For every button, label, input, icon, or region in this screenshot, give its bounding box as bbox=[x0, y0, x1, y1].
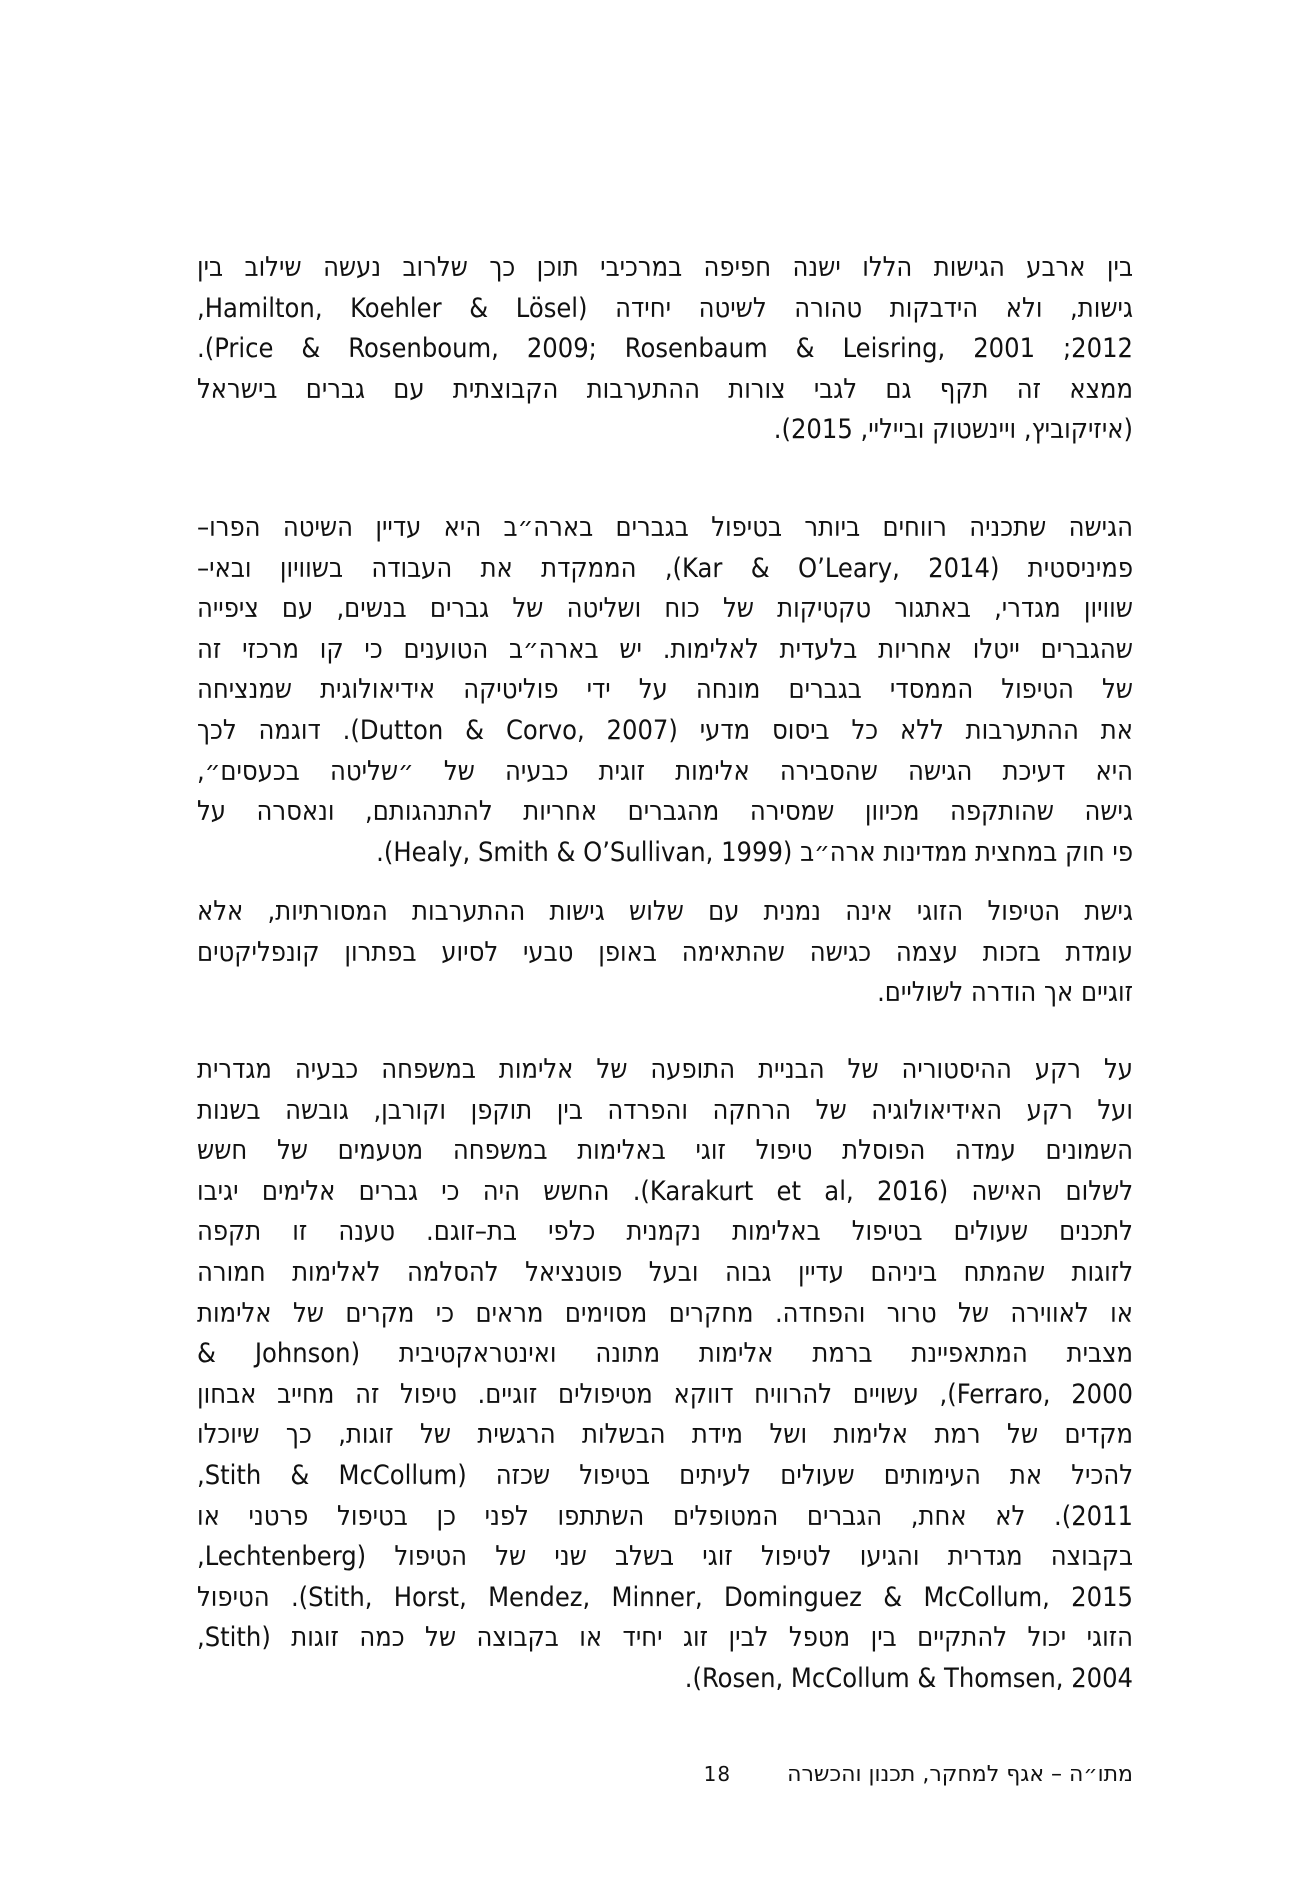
text-line: גישת הטיפול הזוגי אינה נמנית עם שלוש גישות ההתערבות המסורתיות, אלא bbox=[197, 896, 1133, 927]
text-line: גישות, ולא הידבקות טהורה לשיטה יחידה (Hamilton, Koehler & Lösel, bbox=[197, 292, 1133, 324]
footer-publisher: מתו״ה – אגף למחקר, תכנון והכשרה bbox=[787, 1762, 1133, 1787]
text-line: פי חוק במחצית ממדינות ארה״ב (Healy, Smith & O’Sullivan, 1999). bbox=[376, 836, 1133, 868]
text-line: עומדת בזכות עצמה כגישה שהתאימה באופן טבעי לסיוע בפתרון קונפליקטים bbox=[197, 936, 1133, 968]
paragraph-4 bbox=[197, 1050, 1133, 1700]
text-line: Rosen, McCollum & Thomsen, 2004). bbox=[684, 1662, 1133, 1694]
text-line: 2012; Price & Rosenboum, 2009; Rosenbaum & Leisring, 2001). bbox=[197, 333, 1133, 365]
paragraph-1 bbox=[197, 248, 1133, 451]
text-line: השמונים עמדה הפוסלת טיפול זוגי באלימות במשפחה מטעמים של חשש bbox=[197, 1135, 1133, 1167]
page-footer bbox=[704, 1762, 1133, 1787]
paragraph-2 bbox=[197, 508, 1133, 873]
text-line: את ההתערבות ללא כל ביסוס מדעי (Dutton & Corvo, 2007). דוגמה לכך bbox=[197, 714, 1133, 746]
text-line: בין ארבע הגישות הללו ישנה חפיפה במרכיבי תוכן כך שלרוב נעשה שילוב בין bbox=[197, 252, 1133, 283]
text-line: של הטיפול הממסדי בגברים מונחה על ידי פוליטיקה אידיאולוגית שמנציחה bbox=[197, 674, 1133, 706]
text-line: ממצא זה תקף גם לגבי צורות ההתערבות הקבוצתית עם גברים בישראל bbox=[197, 373, 1133, 405]
text-line: לתכנים שעולים בטיפול באלימות נקמנית כלפי בת–זוגם. טענה זו תקפה bbox=[197, 1216, 1133, 1248]
page-number: 18 bbox=[703, 1762, 732, 1786]
text-line: או לאווירה של טרור והפחדה. מחקרים מסוימים מראים כי מקרים של אלימות bbox=[197, 1297, 1133, 1329]
text-line: גישה שהותקפה מכיוון שמסירה מהגברים אחריות להתנהגותם, ונאסרה על bbox=[197, 796, 1133, 828]
text-line: שהגברים ייטלו אחריות בלעדית לאלימות. יש בארה״ב הטוענים כי קו מרכזי זה bbox=[197, 633, 1133, 665]
text-line: בקבוצה מגדרית והגיעו לטיפול זוגי בשלב שני של הטיפול (Lechtenberg, bbox=[197, 1541, 1133, 1573]
text-line: מצבית המתאפיינת ברמת אלימות מתונה ואינטראקטיבית (Johnson & bbox=[197, 1338, 1133, 1370]
text-line: Ferraro, 2000), עשויים להרוויח דווקא מטיפולים זוגיים. טיפול זה מחייב אבחון bbox=[197, 1378, 1133, 1410]
text-line: הזוגי יכול להתקיים בין מטפל לבין זוג יחיד או בקבוצה של כמה זוגות (Stith, bbox=[197, 1622, 1133, 1654]
text-line: מקדים של רמת אלימות ושל מידת הבשלות הרגשית של זוגות, כך שיוכלו bbox=[197, 1419, 1133, 1451]
text-line: לזוגות שהמתח ביניהם עדיין גבוה ובעל פוטנציאל להסלמה לאלימות חמורה bbox=[197, 1256, 1133, 1288]
paragraph-3 bbox=[197, 892, 1133, 1014]
text-line: לשלום האישה (Karakurt et al, 2016). החשש היה כי גברים אלימים יגיבו bbox=[197, 1175, 1134, 1207]
text-line: על רקע ההיסטוריה של הבניית התופעה של אלימות במשפחה כבעיה מגדרית bbox=[197, 1054, 1133, 1085]
text-line: הגישה שתכניה רווחים ביותר בטיפול בגברים בארה״ב היא עדיין השיטה הפרו– bbox=[197, 512, 1133, 543]
text-line: להכיל את העימותים שעולים לעיתים בטיפול שכזה (Stith & McCollum, bbox=[197, 1459, 1134, 1491]
text-line: Stith, Horst, Mendez, Minner, Dominguez & McCollum, 2015). הטיפול bbox=[197, 1581, 1133, 1613]
text-line: שוויון מגדרי, באתגור טקטיקות של כוח ושליטה של גברים בנשים, עם ציפייה bbox=[197, 593, 1133, 625]
text-line: היא דעיכת הגישה שהסבירה אלימות זוגית כבעיה של ״שליטה בכעסים״, bbox=[197, 755, 1133, 787]
text-line: (איזיקוביץ, ויינשטוק ובייליי, 2015). bbox=[773, 414, 1133, 446]
text-line: זוגיים אך הודרה לשוליים. bbox=[877, 977, 1133, 1009]
text-line: פמיניסטית (Kar & O’Leary, 2014), הממקדת את העבודה בשוויון ובאי– bbox=[197, 552, 1133, 584]
text-line: ועל רקע האידיאולוגיה של הרחקה והפרדה בין תוקפן וקורבן, גובשה בשנות bbox=[197, 1094, 1133, 1126]
text-line: 2011). לא אחת, הגברים המטופלים השתתפו לפני כן בטיפול פרטני או bbox=[197, 1500, 1133, 1532]
